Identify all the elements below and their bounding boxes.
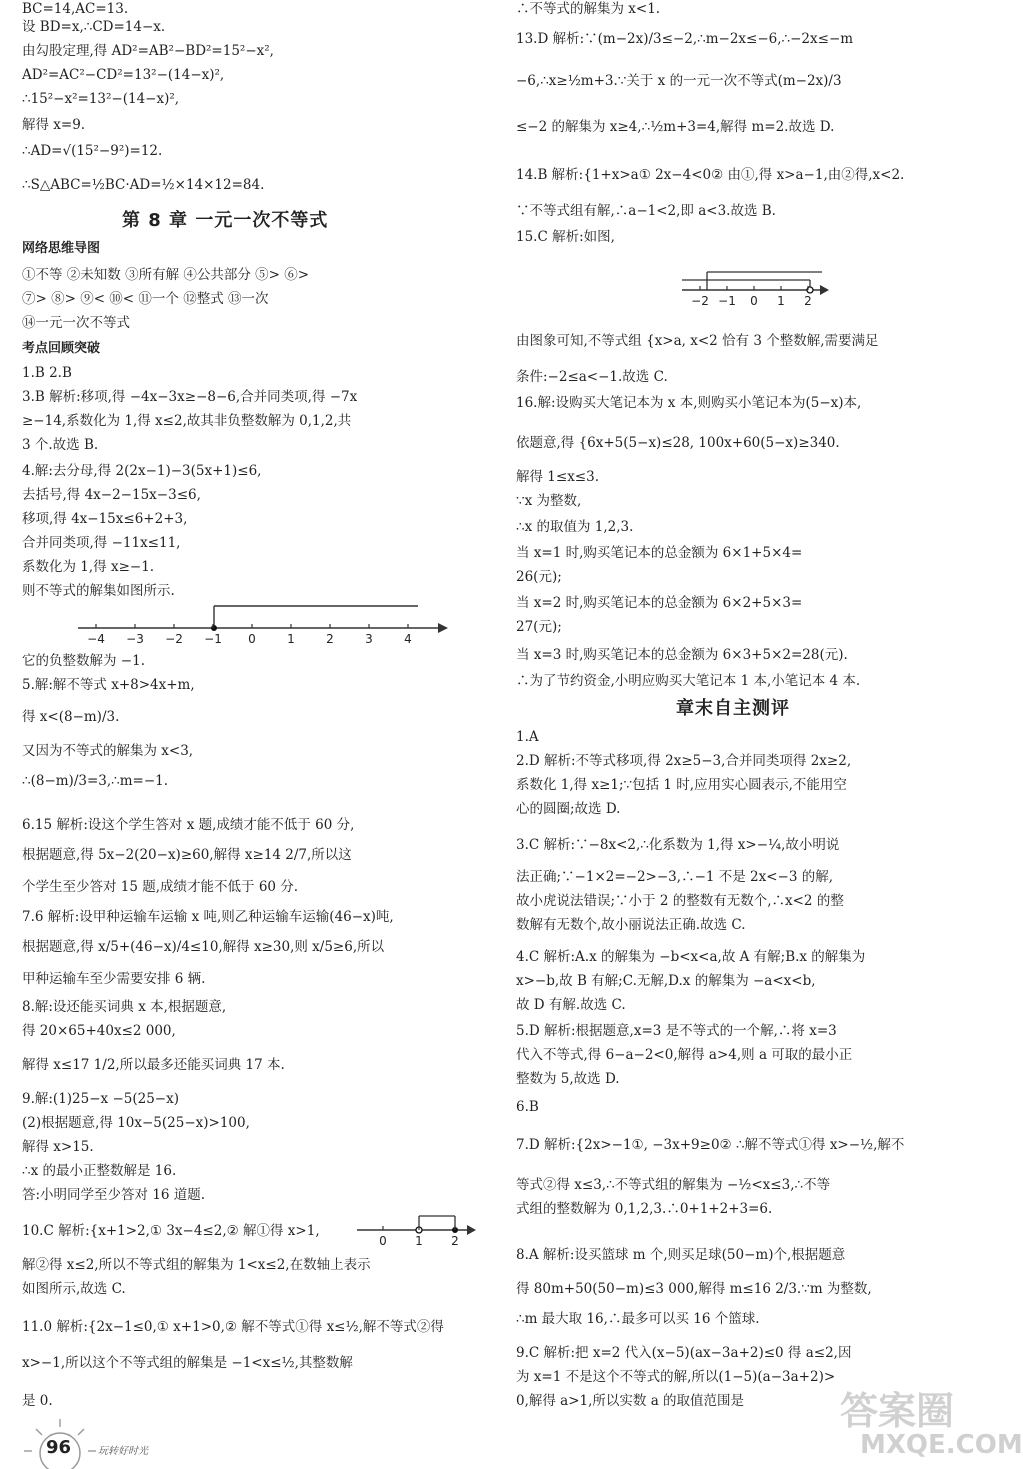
left-line-38: 9.解:(1)25−x −5(25−x) [22,1091,179,1107]
axis-tick-label: 0 [248,632,256,646]
right-line-23: 系数化 1,得 x≥1;∵包括 1 时,应用实心圆表示,不能用空 [516,777,847,793]
left-line-41: ∴x 的最小正整数解是 16. [22,1163,177,1179]
right-line-28: 数解有无数个,故小丽说法正确.故选 C. [516,917,746,933]
left-line-24: 它的负整数解为 −1. [22,653,145,669]
axis-tick-label: −4 [87,632,105,646]
axis-tick-label: 2 [451,1234,459,1248]
left-line-35: 8.解:设还能买词典 x 本,根据题意, [22,999,227,1015]
number-line-q15-svg [682,262,832,310]
left-line-2: 由勾股定理,得 AD²=AB²−BD²=15²−x², [22,43,274,59]
axis-arrow [467,1225,476,1235]
right-line-25: 3.C 解析:∵−8x<2,∴化系数为 1,得 x>−¼,故小明说 [516,837,840,853]
number-line-q4-svg [78,602,448,648]
right-line-7: 由图象可知,不等式组 {x>a, x<2 恰有 3 个整数解,需要满足 [516,333,879,349]
axis-tick-label: 0 [379,1234,387,1248]
right-line-12: ∵x 为整数, [516,493,582,509]
right-line-27: 故小虎说法错误;∵小于 2 的整数有无数个,∴x<2 的整 [516,893,844,909]
right-line-30: x>−b,故 B 有解;C.无解,D.x 的解集为 −a<x<b, [516,973,816,989]
left-line-46: 11.0 解析:{2x−1≤0,① x+1>0,② 解不等式①得 x≤½,解不等式②得 [22,1319,444,1335]
right-line-10: 依题意,得 {6x+5(5−x)≤28, 100x+60(5−x)≥340. [516,435,840,451]
left-line-25: 5.解:解不等式 x+8>4x+m, [22,677,195,693]
left-line-14: 1.B 2.B [22,365,72,381]
left-line-12: ⑭一元一次不等式 [22,315,130,331]
axis-tick-label: 3 [365,632,373,646]
right-line-13: ∴x 的取值为 1,2,3. [516,519,634,535]
right-line-17: 27(元); [516,619,562,635]
right-line-8: 条件:−2≤a<−1.故选 C. [516,369,668,385]
right-line-18: 当 x=3 时,购买笔记本的总金额为 6×3+5×2=28(元). [516,647,848,663]
axis-arrow [438,623,448,633]
left-line-19: 去括号,得 4x−2−15x−3≤6, [22,487,201,503]
right-line-19: ∴为了节约资金,小明应购买大笔记本 1 本,小笔记本 4 本. [516,673,861,689]
right-line-26: 法正确;∵−1×2=−2>−3,∴−1 不是 2x<−3 的解, [516,869,834,885]
left-heading-9: 网络思维导图 [22,241,101,256]
right-line-42: 9.C 解析:把 x=2 代入(x−5)(ax−3a+2)≤0 得 a≤2,因 [516,1345,852,1361]
watermark-text: 答案圈 [840,1389,955,1433]
right-line-24: 心的圆圈;故选 D. [516,801,621,817]
left-line-26: 得 x<(8−m)/3. [22,709,120,725]
right-line-6: 15.C 解析:如图, [516,229,615,245]
right-line-34: 整数为 5,故选 D. [516,1071,620,1087]
axis-tick-label: 2 [326,632,334,646]
left-line-43: 10.C 解析:{x+1>2,① 3x−4≤2,② 解①得 x>1, [22,1223,320,1239]
right-line-29: 4.C 解析:A.x 的解集为 −b<x<a,故 A 有解;B.x 的解集为 [516,949,866,965]
left-line-21: 合并同类项,得 −11x≤11, [22,535,181,551]
left-line-16: ≥−14,系数化为 1,得 x≤2,故其非负整数解为 0,1,2,共 [22,413,352,429]
right-line-2: −6,∴x≥½m+3.∵关于 x 的一元一次不等式(m−2x)/3 [516,73,842,89]
left-line-44: 解②得 x≤2,所以不等式组的解集为 1<x≤2,在数轴上表示 [22,1257,371,1273]
right-line-32: 5.D 解析:根据题意,x=3 是不等式的一个解,∴将 x=3 [516,1023,837,1039]
left-line-32: 7.6 解析:设甲种运输车运输 x 吨,则乙种运输车运输(46−x)吨, [22,909,394,925]
left-line-0: BC=14,AC=13. [22,1,129,17]
left-line-17: 3 个.故选 B. [22,437,99,453]
axis-tick-label: 1 [415,1234,423,1248]
axis-arrow [820,285,829,295]
axis-tick-label: −1 [718,294,736,308]
axis-tick-label: −3 [126,632,144,646]
right-line-14: 当 x=1 时,购买笔记本的总金额为 6×1+5×4= [516,545,803,561]
right-line-36: 7.D 解析:{2x>−1①, −3x+9≥0② ∴解不等式①得 x>−½,解不 [516,1137,905,1153]
right-line-37: 等式②得 x≤3,∴不等式组的解集为 −½<x≤3,∴不等 [516,1177,831,1193]
right-line-38: 式组的整数解为 0,1,2,3.∴0+1+2+3=6. [516,1201,773,1217]
axis-tick-label: −1 [204,632,222,646]
footer-slogan: 玩转好时光 [98,1446,148,1457]
right-line-15: 26(元); [516,569,562,585]
axis-tick-label: 4 [404,632,412,646]
left-line-1: 设 BD=x,∴CD=14−x. [22,19,166,35]
left-line-29: 6.15 解析:设这个学生答对 x 题,成绩才能不低于 60 分, [22,817,355,833]
axis-tick-label: 2 [804,294,812,308]
right-line-0: ∴不等式的解集为 x<1. [516,1,661,17]
left-line-6: ∴AD=√(15²−9²)=12. [22,143,163,159]
right-line-43: 为 x=1 不是这个不等式的解,所以(1−5)(a−3a+2)> [516,1369,836,1385]
right-heading-20: 章末自主测评 [676,698,790,719]
left-line-31: 个学生至少答对 15 题,成绩才能不低于 60 分. [22,879,299,895]
right-line-3: ≤−2 的解集为 x≥4,∴½m+3=4,解得 m=2.故选 D. [516,119,835,135]
left-line-48: 是 0. [22,1393,53,1409]
number-line-q15 [682,262,832,310]
left-line-42: 答:小明同学至少答对 16 道题. [22,1187,206,1203]
right-line-31: 故 D 有解.故选 C. [516,997,626,1013]
left-line-37: 解得 x≤17 1/2,所以最多还能买词典 17 本. [22,1057,285,1073]
left-line-15: 3.B 解析:移项,得 −4x−3x≥−8−6,合并同类项,得 −7x [22,389,358,405]
left-line-27: 又因为不等式的解集为 x<3, [22,743,194,759]
right-line-16: 当 x=2 时,购买笔记本的总金额为 6×2+5×3= [516,595,803,611]
left-line-40: 解得 x>15. [22,1139,94,1155]
left-line-10: ①不等 ②未知数 ③所有解 ④公共部分 ⑤> ⑥> [22,267,310,283]
right-line-1: 13.D 解析:∵(m−2x)/3≤−2,∴m−2x≤−6,∴−2x≤−m [516,31,854,47]
right-line-21: 1.A [516,729,539,745]
right-line-9: 16.解:设购买大笔记本为 x 本,则购买小笔记本为(5−x)本, [516,395,862,411]
left-line-5: 解得 x=9. [22,117,86,133]
left-line-3: AD²=AC²−CD²=13²−(14−x)², [22,67,225,83]
left-line-34: 甲种运输车至少需要安排 6 辆. [22,971,206,987]
left-line-36: 得 20×65+40x≤2 000, [22,1023,176,1039]
right-line-22: 2.D 解析:不等式移项,得 2x≥5−3,合并同类项得 2x≥2, [516,753,852,769]
left-line-45: 如图所示,故选 C. [22,1281,126,1297]
right-line-41: ∴m 最大取 16,∴最多可以买 16 个篮球. [516,1311,760,1327]
left-line-30: 根据题意,得 5x−2(20−x)≥60,解得 x≥14 2/7,所以这 [22,847,352,863]
number-line-q4 [78,602,448,648]
right-line-44: 0,解得 a>1,所以实数 a 的取值范围是 [516,1393,745,1409]
left-line-4: ∴15²−x²=13²−(14−x)², [22,91,180,107]
axis-tick-label: 1 [777,294,785,308]
right-line-11: 解得 1≤x≤3. [516,469,599,485]
left-line-28: ∴(8−m)/3=3,∴m=−1. [22,773,169,789]
right-line-33: 代入不等式,得 6−a−2<0,解得 a>4,则 a 可取的最小正 [516,1047,853,1063]
left-line-11: ⑦> ⑧> ⑨< ⑩< ⑪一个 ⑫整式 ⑬一次 [22,291,269,307]
watermark [820,1380,1023,1465]
left-line-39: (2)根据题意,得 10x−5(25−x)>100, [22,1115,250,1131]
page-number: 96 [46,1437,72,1458]
number-line-q10-svg [357,1212,477,1252]
right-line-5: ∵不等式组有解,∴a−1<2,即 a<3.故选 B. [516,203,776,219]
left-line-33: 根据题意,得 x/5+(46−x)/4≤10,解得 x≥30,则 x/5≥6,所以 [22,939,385,955]
right-line-40: 得 80m+50(50−m)≤3 000,解得 m≤16 2/3.∵m 为整数, [516,1281,872,1297]
axis-tick-label: 0 [750,294,758,308]
right-line-4: 14.B 解析:{1+x>a① 2x−4<0② 由①,得 x>a−1,由②得,x<2. [516,167,905,183]
left-line-20: 移项,得 4x−15x≤6+2+3, [22,511,188,527]
axis-tick-label: −2 [165,632,183,646]
right-line-35: 6.B [516,1099,539,1115]
left-line-23: 则不等式的解集如图所示. [22,583,175,599]
left-line-47: x>−1,所以这个不等式组的解集是 −1<x≤½,其整数解 [22,1355,353,1371]
left-line-7: ∴S△ABC=½BC·AD=½×14×12=84. [22,177,265,193]
solid-point [211,625,217,631]
left-heading-8: 第 8 章 一元一次不等式 [122,210,329,231]
watermark-site: MXQE.COM [860,1430,1023,1460]
axis-tick-label: 1 [287,632,295,646]
left-heading-13: 考点回顾突破 [22,341,101,356]
left-line-22: 系数化为 1,得 x≥−1. [22,559,155,575]
left-line-18: 4.解:去分母,得 2(2x−1)−3(5x+1)≤6, [22,463,262,479]
axis-tick-label: −2 [691,294,709,308]
right-line-39: 8.A 解析:设买篮球 m 个,则买足球(50−m)个,根据题意 [516,1247,846,1263]
number-line-q10 [357,1212,477,1252]
